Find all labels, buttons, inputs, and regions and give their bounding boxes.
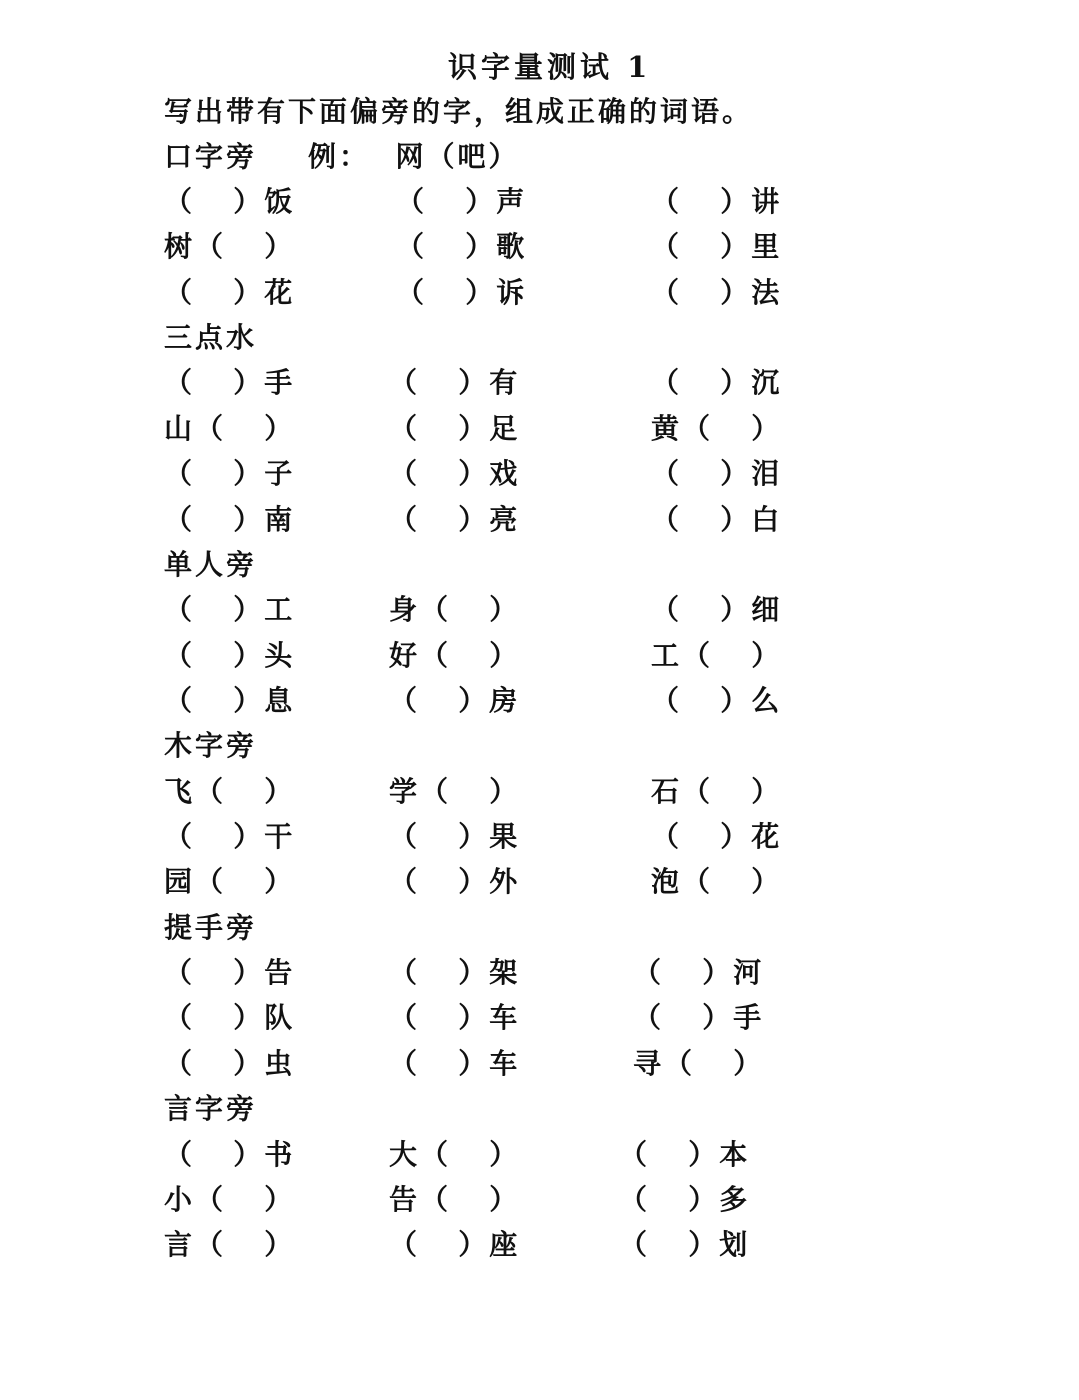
exercise-item: （ ）白 <box>651 503 783 536</box>
exercise-item: （ ）讲 <box>651 185 783 218</box>
exercise-item: （ ）车 <box>389 1001 521 1034</box>
section-heading: 言字旁 <box>164 1092 258 1125</box>
section-heading: 单人旁 <box>164 548 258 581</box>
exercise-item: 飞（ ） <box>164 775 296 808</box>
exercise-item: （ ）饭 <box>164 185 296 218</box>
exercise-item: （ ）座 <box>389 1228 521 1261</box>
exercise-item: （ ）果 <box>389 820 521 853</box>
section-heading: 口字旁 <box>164 140 258 173</box>
exercise-item: （ ）戏 <box>389 457 521 490</box>
section-heading: 提手旁 <box>164 911 258 944</box>
exercise-item: （ ）划 <box>619 1228 751 1261</box>
exercise-item: （ ）足 <box>389 412 521 445</box>
exercise-item: （ ）干 <box>164 820 296 853</box>
exercise-item: （ ）虫 <box>164 1047 296 1080</box>
instruction-text: 写出带有下面偏旁的字，组成正确的词语。 <box>164 95 754 128</box>
exercise-item: 告（ ） <box>389 1183 521 1216</box>
exercise-item: 言（ ） <box>164 1228 296 1261</box>
exercise-item: （ ）车 <box>389 1047 521 1080</box>
exercise-item: （ ）沉 <box>651 366 783 399</box>
exercise-item: （ ）头 <box>164 639 296 672</box>
exercise-item: 泡（ ） <box>651 865 783 898</box>
exercise-item: （ ）有 <box>389 366 521 399</box>
exercise-item: （ ）里 <box>651 230 783 263</box>
exercise-item: （ ）多 <box>619 1183 751 1216</box>
exercise-item: （ ）泪 <box>651 457 783 490</box>
exercise-item: （ ）息 <box>164 684 296 717</box>
exercise-item: （ ）细 <box>651 593 783 626</box>
exercise-item: 寻（ ） <box>633 1047 765 1080</box>
exercise-item: （ ）河 <box>633 956 765 989</box>
exercise-item: （ ）本 <box>619 1138 751 1171</box>
exercise-item: （ ）手 <box>164 366 296 399</box>
exercise-item: 黄（ ） <box>651 412 783 445</box>
exercise-item: （ ）南 <box>164 503 296 536</box>
exercise-item: 石（ ） <box>651 775 783 808</box>
exercise-item: （ ）法 <box>651 276 783 309</box>
page-title: 识字量测试 1 <box>448 50 652 84</box>
exercise-item: （ ）花 <box>164 276 296 309</box>
section-heading: 木字旁 <box>164 729 258 762</box>
exercise-item: （ ）书 <box>164 1138 296 1171</box>
exercise-item: 好（ ） <box>389 639 521 672</box>
exercise-item: 山（ ） <box>164 412 296 445</box>
exercise-item: （ ）工 <box>164 593 296 626</box>
exercise-item: 园（ ） <box>164 865 296 898</box>
exercise-item: （ ）诉 <box>396 276 528 309</box>
exercise-item: 树（ ） <box>164 230 296 263</box>
example-text: 例： 网（吧） <box>308 140 520 173</box>
exercise-item: （ ）架 <box>389 956 521 989</box>
exercise-item: 小（ ） <box>164 1183 296 1216</box>
exercise-item: （ ）声 <box>396 185 528 218</box>
exercise-item: （ ）么 <box>651 684 783 717</box>
exercise-item: （ ）子 <box>164 457 296 490</box>
exercise-item: 工（ ） <box>651 639 783 672</box>
exercise-item: 身（ ） <box>389 593 521 626</box>
exercise-item: （ ）外 <box>389 865 521 898</box>
exercise-item: （ ）歌 <box>396 230 528 263</box>
exercise-item: （ ）亮 <box>389 503 521 536</box>
exercise-item: （ ）队 <box>164 1001 296 1034</box>
exercise-item: （ ）手 <box>633 1001 765 1034</box>
section-heading: 三点水 <box>164 321 258 354</box>
exercise-item: （ ）房 <box>389 684 521 717</box>
exercise-item: （ ）花 <box>651 820 783 853</box>
exercise-item: 大（ ） <box>389 1138 521 1171</box>
exercise-item: （ ）告 <box>164 956 296 989</box>
exercise-item: 学（ ） <box>389 775 521 808</box>
